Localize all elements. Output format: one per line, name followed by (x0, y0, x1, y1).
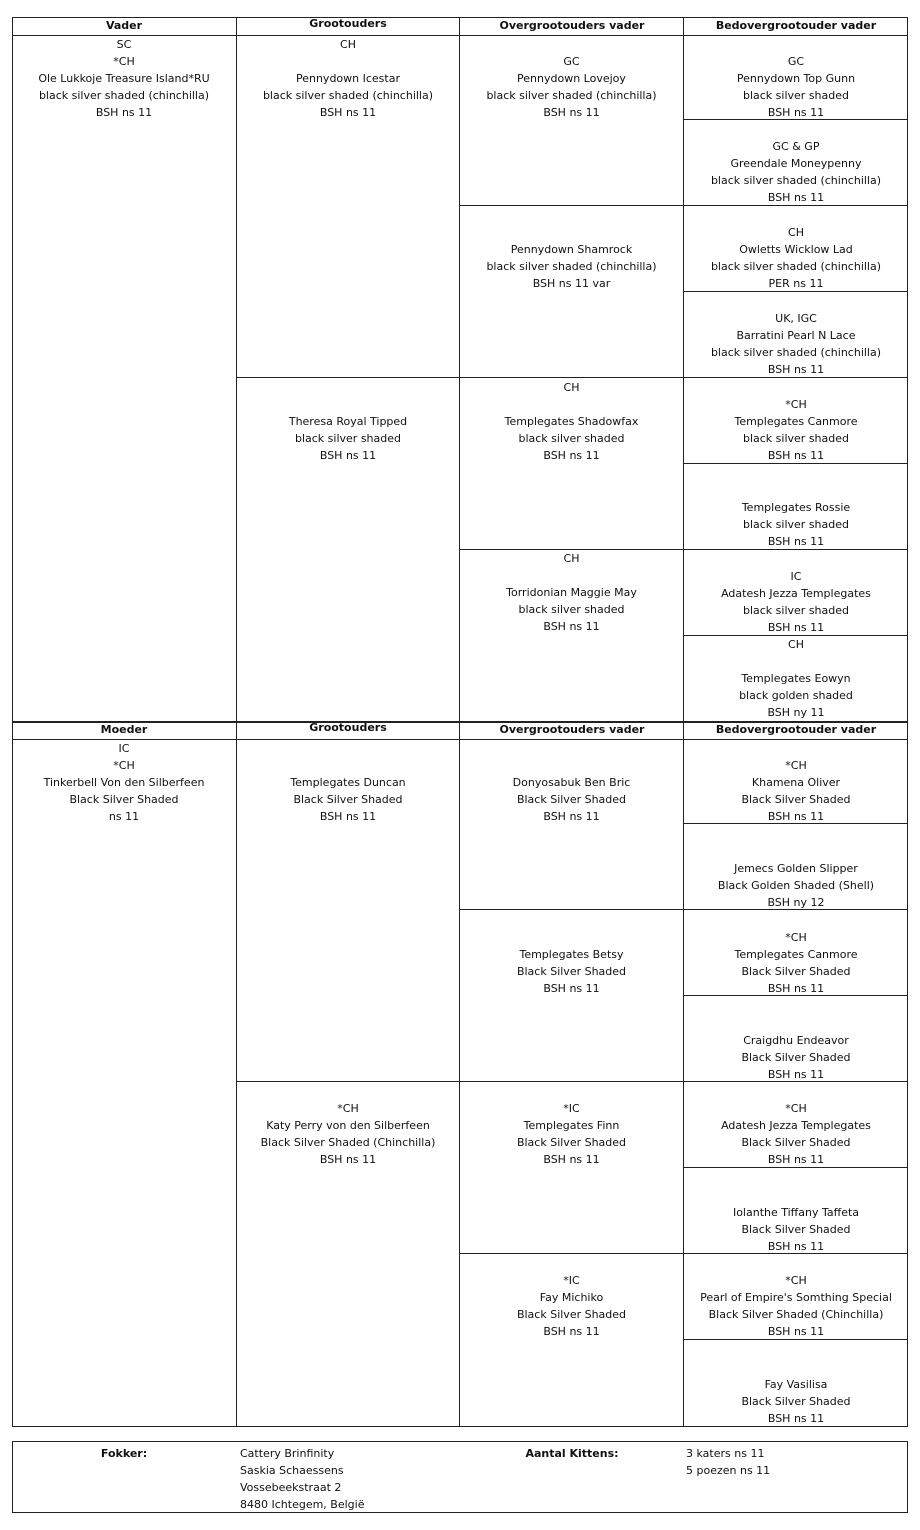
pedigree-line: BSH ns 11 (95, 106, 153, 119)
pedigree-line (460, 207, 683, 224)
pedigree-line (237, 757, 459, 774)
pedigree-line: black silver shaded (chinchilla) (710, 174, 882, 187)
dam-gggp-cell (684, 757, 908, 825)
sire-gp-cell (237, 379, 459, 464)
pedigree-line: *CH (337, 1102, 359, 1115)
pedigree-line: BSH ns 11 (767, 1153, 825, 1166)
header-bedovergrootouder: Bedovergrootouder vader (715, 723, 877, 736)
sire-ggp-cell (460, 36, 683, 121)
pedigree-line: black silver shaded (294, 432, 401, 445)
pedigree-line: BSH ns 11 var (532, 277, 611, 290)
pedigree-line: IC (118, 742, 130, 755)
dam-parent-cell (13, 740, 235, 825)
pedigree-line: Templegates Canmore (734, 948, 858, 961)
pedigree-line: *IC (563, 1102, 580, 1115)
pedigree-line: Fay Michiko (539, 1291, 604, 1304)
pedigree-line: Pennydown Shamrock (510, 243, 633, 256)
pedigree-line: PER ns 11 (768, 277, 824, 290)
pedigree-line: Black Silver Shaded (516, 965, 627, 978)
pedigree-line: GC & GP (772, 140, 820, 153)
sire-gggp-cell (684, 310, 908, 378)
pedigree-line: Templegates Eowyn (741, 672, 851, 685)
pedigree-line: BSH ns 11 (767, 621, 825, 634)
pedigree-line: CH (788, 638, 804, 651)
pedigree-line: Katy Perry von den Silberfeen (266, 1119, 430, 1132)
dam-ggp-cell (460, 1100, 683, 1168)
header-overgrootouders: Overgrootouders vader (499, 723, 645, 736)
header-vader: Vader (105, 19, 143, 32)
sire-gggp-cell (684, 53, 908, 121)
pedigree-line: black silver shaded (chinchilla) (38, 89, 210, 102)
pedigree-line: Ole Lukkoje Treasure Island*RU (38, 72, 210, 85)
pedigree-line: UK, IGC (775, 312, 817, 325)
pedigree-line: Cattery Brinfinity (240, 1447, 335, 1460)
pedigree-line: BSH ns 11 (767, 1412, 825, 1425)
pedigree-line: Templegates Duncan (290, 776, 406, 789)
pedigree-line: BSH ns 11 (767, 1325, 825, 1338)
sire-gggp-cell (684, 482, 908, 550)
kittens-details (686, 1445, 906, 1479)
pedigree-line: *IC (563, 1274, 580, 1287)
pedigree-line: BSH ns 11 (767, 363, 825, 376)
pedigree-line: Craigdhu Endeavor (743, 1034, 849, 1047)
pedigree-line: BSH ns 11 (543, 1325, 600, 1338)
header-bedovergrootouder: Bedovergrootouder vader (715, 19, 877, 32)
pedigree-line (460, 396, 683, 413)
pedigree-line: black silver shaded (518, 432, 625, 445)
dam-gggp-cell (684, 1100, 908, 1168)
pedigree-line: Black Silver Shaded (516, 793, 627, 806)
pedigree-line: Black Silver Shaded (741, 1051, 851, 1064)
header-moeder: Moeder (100, 723, 148, 736)
pedigree-line: *CH (113, 55, 135, 68)
pedigree-line: BSH ns 11 (319, 1153, 377, 1166)
pedigree-line: *CH (785, 931, 807, 944)
pedigree-line: CH (788, 226, 804, 239)
pedigree-line (684, 1015, 908, 1032)
pedigree-line: Greendale Moneypenny (730, 157, 862, 170)
pedigree-line (684, 1359, 908, 1376)
pedigree-line: *CH (113, 759, 135, 772)
pedigree-line (684, 843, 908, 860)
pedigree-line: Pearl of Empire's Somthing Special (700, 1291, 892, 1304)
pedigree-line: Black Silver Shaded (293, 793, 403, 806)
dam-gggp-cell (684, 1272, 908, 1340)
pedigree-line: black silver shaded (742, 518, 849, 531)
pedigree-line: Black Silver Shaded (741, 1223, 851, 1236)
pedigree-line: CH (563, 552, 580, 565)
dam-ggp-cell (460, 1272, 683, 1340)
pedigree-line: CH (340, 38, 356, 51)
pedigree-line: Templegates Betsy (519, 948, 624, 961)
pedigree-line: Black Silver Shaded (516, 1308, 627, 1321)
pedigree-line: BSH ns 11 (767, 810, 825, 823)
header-grootouders: Grootouders (309, 17, 387, 30)
header-overgrootouders: Overgrootouders vader (499, 19, 645, 32)
pedigree-line: Black Silver Shaded (Chinchilla) (260, 1136, 436, 1149)
pedigree-line: *CH (785, 759, 807, 772)
pedigree-line: Templegates Finn (523, 1119, 620, 1132)
pedigree-line: Torridonian Maggie May (506, 586, 637, 599)
header-grootouders: Grootouders (309, 721, 387, 734)
pedigree-line: black silver shaded (chinchilla) (262, 89, 434, 102)
pedigree-line (460, 224, 683, 241)
sire-parent-cell (13, 36, 235, 121)
pedigree-line: BSH ns 11 (767, 106, 825, 119)
pedigree-line: BSH ns 11 (319, 810, 377, 823)
pedigree-line: BSH ns 11 (319, 106, 377, 119)
sire-ggp-cell (460, 207, 683, 292)
sire-gggp-cell (684, 138, 908, 206)
pedigree-line: black silver shaded (518, 603, 625, 616)
sire-gggp-cell (684, 396, 908, 464)
pedigree-line: ns 11 (108, 810, 140, 823)
sire-gggp-cell (684, 568, 908, 636)
pedigree-line: GC (563, 55, 580, 68)
pedigree-line (684, 1187, 908, 1204)
pedigree-line (237, 740, 459, 757)
pedigree-line: Barratini Pearl N Lace (736, 329, 856, 342)
pedigree-line: Black Silver Shaded (69, 793, 179, 806)
pedigree-line: *CH (785, 398, 807, 411)
pedigree-line: BSH ns 11 (319, 449, 377, 462)
pedigree-line: Saskia Schaessens (240, 1464, 344, 1477)
pedigree-line (460, 567, 683, 584)
pedigree-line: Black Silver Shaded (Chinchilla) (708, 1308, 884, 1321)
pedigree-line (237, 53, 459, 70)
pedigree-line: BSH ns 11 (543, 620, 600, 633)
pedigree-line: Vossebeekstraat 2 (240, 1481, 342, 1494)
dam-gggp-cell (684, 929, 908, 997)
pedigree-line: Templegates Rossie (741, 501, 851, 514)
pedigree-line: black silver shaded (chinchilla) (486, 260, 657, 273)
pedigree-line: Templegates Shadowfax (504, 415, 639, 428)
dam-gggp-cell (684, 1015, 908, 1083)
kittens-label: Aantal Kittens: (525, 1447, 619, 1460)
pedigree-line: BSH ns 11 (543, 982, 600, 995)
pedigree-line: BSH ns 11 (767, 1240, 825, 1253)
sire-gggp-cell (684, 636, 908, 721)
dam-ggp-cell (460, 912, 683, 997)
pedigree-line: BSH ns 11 (767, 1068, 825, 1081)
pedigree-line: CH (563, 381, 580, 394)
pedigree-line (460, 929, 683, 946)
pedigree-line: IC (790, 570, 802, 583)
pedigree-line: GC (787, 55, 805, 68)
sire-ggp-cell (460, 379, 683, 464)
pedigree-line: BSH ns 11 (767, 449, 825, 462)
dam-gggp-cell (684, 1359, 908, 1427)
pedigree-line: Theresa Royal Tipped (288, 415, 408, 428)
pedigree-line: 3 katers ns 11 (686, 1447, 765, 1460)
pedigree-line: SC (116, 38, 132, 51)
pedigree-line: Pennydown Top Gunn (736, 72, 856, 85)
pedigree-line: Black Silver Shaded (741, 1136, 851, 1149)
pedigree-line: BSH ns 11 (767, 191, 825, 204)
pedigree-line: BSH ns 11 (543, 810, 600, 823)
pedigree-line (237, 396, 459, 413)
pedigree-line: 8480 Ichtegem, België (240, 1498, 365, 1511)
pedigree-line: Black Silver Shaded (516, 1136, 627, 1149)
pedigree-line (460, 912, 683, 929)
pedigree-line: Black Golden Shaded (Shell) (717, 879, 875, 892)
pedigree-line: black silver shaded (742, 604, 849, 617)
pedigree-line: *CH (785, 1102, 807, 1115)
pedigree-line: 5 poezen ns 11 (686, 1464, 771, 1477)
pedigree-line: BSH ny 11 (767, 706, 825, 719)
pedigree-line: black silver shaded (chinchilla) (710, 346, 882, 359)
pedigree-line: Pennydown Icestar (295, 72, 400, 85)
pedigree-line (460, 36, 683, 53)
breeder-details (240, 1445, 460, 1513)
pedigree-line (684, 653, 908, 670)
pedigree-line: Templegates Canmore (734, 415, 858, 428)
pedigree-line: Jemecs Golden Slipper (734, 862, 858, 875)
pedigree-line: Tinkerbell Von den Silberfeen (43, 776, 205, 789)
pedigree-line: Iolanthe Tiffany Taffeta (732, 1206, 860, 1219)
pedigree-line (237, 379, 459, 396)
pedigree-line: black golden shaded (739, 689, 853, 702)
dam-ggp-cell (460, 740, 683, 825)
dam-gggp-cell (684, 843, 908, 911)
pedigree-line: Adatesh Jezza Templegates (721, 1119, 871, 1132)
dam-gp-cell (237, 1100, 459, 1168)
pedigree-line: Adatesh Jezza Templegates (721, 587, 871, 600)
pedigree-line: BSH ny 12 (767, 896, 825, 909)
pedigree-line (460, 740, 683, 757)
sire-gggp-cell (684, 224, 908, 292)
pedigree-line: Donyosabuk Ben Bric (512, 776, 631, 789)
breeder-label: Fokker: (100, 1447, 148, 1460)
pedigree-line: Fay Vasilisa (764, 1378, 828, 1391)
pedigree-line (460, 757, 683, 774)
sire-ggp-cell (460, 550, 683, 635)
pedigree-line: BSH ns 11 (543, 1153, 600, 1166)
dam-gp-cell (237, 740, 459, 825)
pedigree-line: Pennydown Lovejoy (517, 72, 626, 85)
pedigree-line: black silver shaded (chinchilla) (486, 89, 657, 102)
pedigree-line: Black Silver Shaded (741, 1395, 851, 1408)
pedigree-line: Black Silver Shaded (741, 965, 851, 978)
pedigree-line: BSH ns 11 (543, 106, 600, 119)
pedigree-line: black silver shaded (chinchilla) (710, 260, 882, 273)
pedigree-line: BSH ns 11 (767, 982, 825, 995)
dam-gggp-cell (684, 1187, 908, 1255)
pedigree-line (684, 482, 908, 499)
pedigree-line: BSH ns 11 (767, 535, 825, 548)
pedigree-line: Khamena Oliver (751, 776, 841, 789)
pedigree-line: Owletts Wicklow Lad (739, 243, 853, 256)
pedigree-line: BSH ns 11 (543, 449, 600, 462)
pedigree-line: *CH (785, 1274, 807, 1287)
pedigree-line: Black Silver Shaded (741, 793, 851, 806)
sire-gp-cell (237, 36, 459, 121)
pedigree-line: black silver shaded (742, 89, 849, 102)
pedigree-line: black silver shaded (742, 432, 849, 445)
